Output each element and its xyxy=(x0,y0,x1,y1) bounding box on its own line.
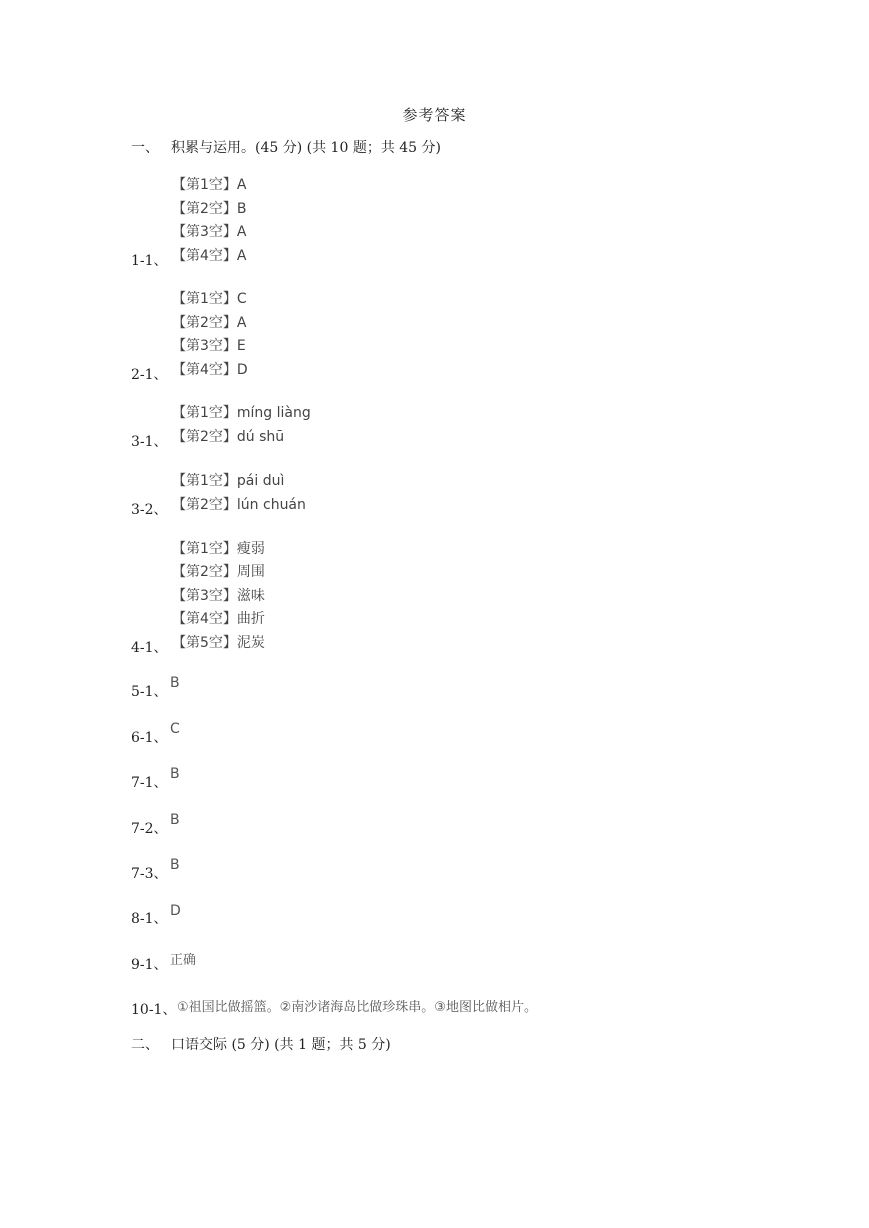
question-number: 1-1、 xyxy=(131,253,168,269)
question-number: 8-1、 xyxy=(131,911,168,927)
section-text: 积累与运用。(45 分) (共 10 题；共 45 分) xyxy=(171,140,441,156)
section-number: 二、 xyxy=(131,1037,159,1053)
answer-text: B xyxy=(170,857,180,873)
blank-answer: 【第1空】瘦弱 xyxy=(172,541,265,557)
answer-text: B xyxy=(170,675,180,691)
question-number: 2-1、 xyxy=(131,367,168,383)
question-number: 7-2、 xyxy=(131,821,168,837)
blank-answer: 【第3空】滋味 xyxy=(172,588,265,604)
question-number: 9-1、 xyxy=(131,957,168,973)
blank-answer: 【第4空】A xyxy=(172,248,247,264)
blank-answer: 【第2空】lún chuán xyxy=(172,497,306,513)
blank-answer: 【第2空】周围 xyxy=(172,564,265,580)
blank-answer: 【第1空】míng liàng xyxy=(172,405,311,421)
page-title: 参考答案 xyxy=(402,106,467,124)
blank-answer: 【第5空】泥炭 xyxy=(172,635,265,651)
blank-answer: 【第3空】A xyxy=(172,224,247,240)
blank-answer: 【第3空】E xyxy=(172,338,246,354)
question-number: 7-3、 xyxy=(131,866,168,882)
blank-answer: 【第1空】C xyxy=(172,291,247,307)
blank-answer: 【第1空】A xyxy=(172,177,247,193)
question-number: 3-1、 xyxy=(131,434,168,450)
answer-text: 正确 xyxy=(170,953,197,968)
question-number: 7-1、 xyxy=(131,775,168,791)
answer-text: C xyxy=(170,721,180,737)
question-number: 6-1、 xyxy=(131,730,168,746)
blank-answer: 【第1空】pái duì xyxy=(172,473,285,489)
question-number: 4-1、 xyxy=(131,640,168,656)
answer-text: B xyxy=(170,766,180,782)
section-heading-1 xyxy=(131,137,441,157)
blank-answer: 【第4空】D xyxy=(172,362,248,378)
section-text: 口语交际 (5 分) (共 1 题；共 5 分) xyxy=(171,1037,391,1053)
blank-answer: 【第4空】曲折 xyxy=(172,611,265,627)
answer-text: ①祖国比做摇篮。②南沙诸海岛比做珍珠串。③地图比做相片。 xyxy=(177,1000,537,1015)
blank-answer: 【第2空】dú shū xyxy=(172,429,285,445)
question-number: 3-2、 xyxy=(131,502,168,518)
question-number: 10-1、 xyxy=(131,1002,177,1018)
answer-text: B xyxy=(170,812,180,828)
blank-answer: 【第2空】B xyxy=(172,201,247,217)
blank-answer: 【第2空】A xyxy=(172,315,247,331)
section-heading-2 xyxy=(131,1034,391,1054)
question-number: 5-1、 xyxy=(131,684,168,700)
section-number: 一、 xyxy=(131,140,159,156)
answer-text: D xyxy=(170,903,181,919)
